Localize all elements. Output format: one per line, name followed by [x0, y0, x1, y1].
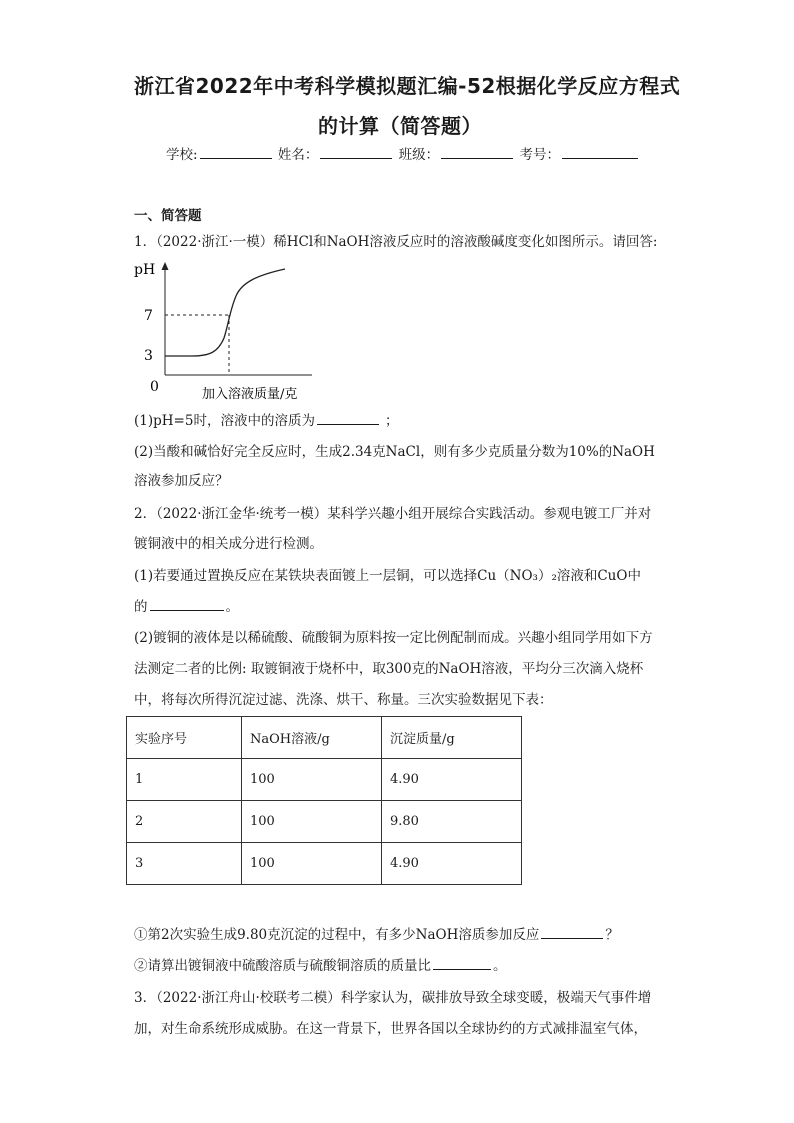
q2-sub1-text: ①第2次实验生成9.80克沉淀的过程中，有多少NaOH溶质参加反应 [134, 927, 540, 943]
y-axis-label: pH [134, 262, 156, 278]
q2-part1-blank[interactable] [150, 598, 224, 611]
header-cell: 沉淀质量/g [382, 717, 522, 759]
name-blank[interactable] [320, 146, 392, 159]
number-label: 考号： [519, 147, 560, 163]
q2-sub2-text: ②请算出镀铜液中硫酸溶质与硫酸铜溶质的质量比 [134, 958, 431, 974]
table-row [127, 801, 522, 843]
q2-stem-line2: 镀铜液中的相关成分进行检测。 [134, 536, 323, 552]
x-axis-label: 加入溶液质量/克 [202, 387, 298, 402]
experiment-table [126, 716, 522, 885]
class-blank[interactable] [441, 146, 513, 159]
y-tick-3: 3 [144, 348, 153, 364]
q1-part1-blank[interactable] [317, 412, 379, 425]
q3-line2: 加，对生命系统形成威胁。在这一背景下，世界各国以全球协约的方式减排温室气体， [134, 1021, 647, 1037]
ph-curve [165, 269, 285, 356]
school-label: 学校: [166, 147, 198, 163]
q1-part1-text: (1)pH=5时，溶液中的溶质为 [134, 413, 315, 429]
q1-part1-end: ； [384, 413, 399, 429]
q2-part2-line3: 中，将每次所得沉淀过滤、洗涤、烘干、称量。三次实验数据见下表： [134, 692, 553, 708]
q2-part1-end: 。 [225, 599, 239, 615]
section-heading: 一、简答题 [134, 208, 202, 224]
y-axis-arrow [162, 262, 169, 270]
q1-stem: 1．（2022·浙江·一模）稀HCl和NaOH溶液反应时的溶液酸碱度变化如图所示。请回答: [134, 234, 658, 250]
table-cell: 100 [242, 801, 382, 843]
table-cell: 1 [127, 759, 242, 801]
q2-sub2-blank[interactable] [433, 957, 491, 970]
table-cell: 4.90 [382, 759, 522, 801]
table-row [127, 759, 522, 801]
q2-part2-line2: 法测定二者的比例: 取镀铜液于烧杯中，取300克的NaOH溶液，平均分三次滴入烧杯 [134, 661, 644, 677]
table-header-row [127, 717, 522, 759]
student-info-line [166, 146, 640, 163]
q2-part1-text: 的 [134, 599, 148, 615]
school-blank[interactable] [200, 146, 272, 159]
number-blank[interactable] [562, 146, 638, 159]
q2-sub2-end: 。 [493, 958, 507, 974]
q2-sub1-blank[interactable] [541, 926, 603, 939]
q2-part1-line2 [134, 598, 239, 615]
q3-line1: 3．（2022·浙江舟山·校联考二模）科学家认为，碳排放导致全球变暖，极端天气事件增 [134, 990, 652, 1006]
table-cell: 100 [242, 843, 382, 885]
q1-part2-line2: 溶液参加反应？ [134, 473, 229, 489]
table-cell: 100 [242, 759, 382, 801]
q2-sub2 [134, 957, 507, 974]
name-label: 姓名： [277, 147, 319, 163]
q1-part1 [134, 412, 398, 429]
table-cell: 3 [127, 843, 242, 885]
q2-sub1-end: ？ [605, 927, 619, 943]
q1-part2-line1: (2)当酸和碱恰好完全反应时，生成2.34克NaCl，则有多少克质量分数为10%的NaOH [134, 444, 655, 460]
page-subtitle: 的计算（简答题） [318, 114, 482, 138]
page-title: 浙江省2022年中考科学模拟题汇编-52根据化学反应方程式 [134, 74, 681, 98]
q2-part1-line1: (1)若要通过置换反应在某铁块表面镀上一层铜，可以选择Cu（NO₃）₂溶液和CuO中 [134, 568, 641, 584]
table-row [127, 843, 522, 885]
ph-chart [130, 258, 330, 406]
header-cell: NaOH溶液/g [242, 717, 382, 759]
origin-label: 0 [150, 379, 159, 395]
class-label: 班级： [398, 147, 440, 163]
table-cell: 9.80 [382, 801, 522, 843]
table-cell: 2 [127, 801, 242, 843]
header-cell: 实验序号 [127, 717, 242, 759]
q2-sub1 [134, 926, 619, 943]
table-cell: 4.90 [382, 843, 522, 885]
q2-stem-line1: 2．（2022·浙江金华·统考一模）某科学兴趣小组开展综合实践活动。参观电镀工厂并对 [134, 506, 652, 522]
y-tick-7: 7 [144, 308, 153, 324]
q2-part2-line1: (2)镀铜的液体是以稀硫酸、硫酸铜为原料按一定比例配制而成。兴趣小组同学用如下方 [134, 630, 653, 646]
